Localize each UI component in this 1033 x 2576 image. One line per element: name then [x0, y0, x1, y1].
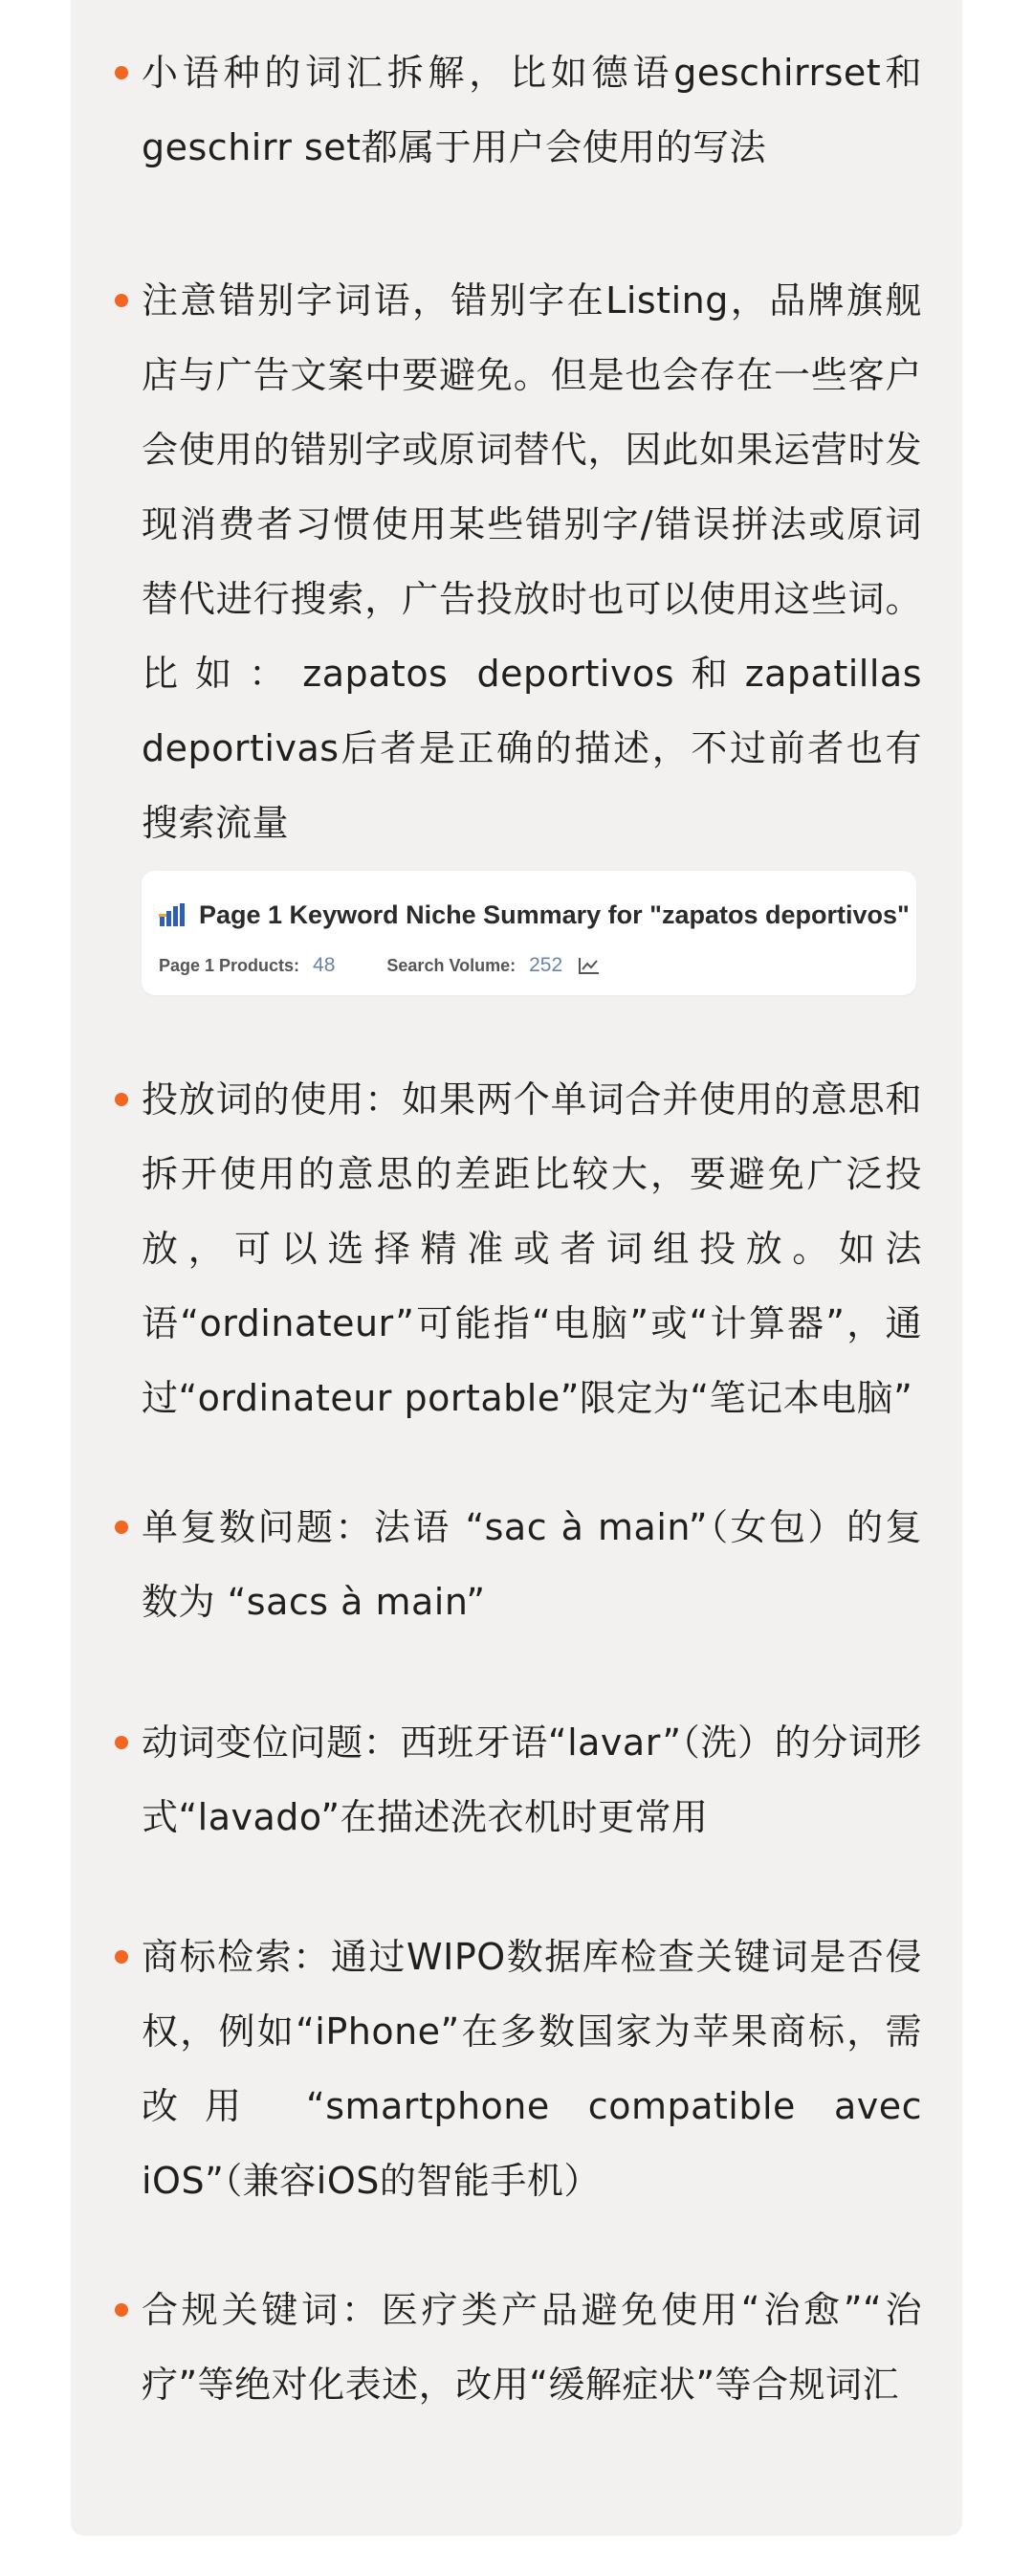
- list-item-text: 小语种的词汇拆解，比如德语geschirrset和geschirr set都属于用户会使用的写法: [142, 52, 922, 168]
- list-item: [71, 1062, 922, 1435]
- list-item-text: 注意错别字词语，错别字在Listing，品牌旗舰店与广告文案中要避免。但是也会存在一些客户会使用的错别字或原词替代，因此如果运营时发现消费者习惯使用某些错别字/错误拼法或原词替代进行搜索，广告投放时也可以使用这些词。比如：zapatos deportivos和zapatillas deportivas后者是正确的描述，不过前者也有搜索流量: [142, 279, 922, 844]
- bullet-dot: [115, 1950, 128, 1964]
- list-item: [71, 2273, 922, 2422]
- list-item: [71, 263, 922, 860]
- volume-value: 252: [529, 954, 563, 976]
- list-item-text: 合规关键词：医疗类产品避免使用“治愈”“治疗”等绝对化表述，改用“缓解症状”等合规词汇: [142, 2289, 922, 2406]
- products-value: 48: [313, 954, 336, 976]
- card-title: Page 1 Keyword Niche Summary for "zapatos deportivos": [199, 899, 910, 929]
- bullet-dot: [115, 294, 128, 307]
- list-item-text: 商标检索：通过WIPO数据库检查关键词是否侵权，例如“iPhone”在多数国家为苹果商标，需改用 “smartphone compatible avec iOS”（兼容iOS的智能手机）: [142, 1936, 922, 2202]
- card-title-row: [159, 898, 910, 932]
- card-stats: [159, 951, 601, 980]
- bullet-dot: [115, 1736, 128, 1749]
- keyword-summary-card: [142, 871, 916, 995]
- bullet-dot: [115, 2303, 128, 2317]
- bullet-dot: [115, 66, 128, 79]
- bullet-dot: [115, 1521, 128, 1534]
- list-item: [71, 35, 922, 185]
- volume-label: Search Volume:: [386, 955, 516, 975]
- trend-line-icon[interactable]: [578, 956, 601, 975]
- list-item: [71, 1705, 922, 1854]
- bar-chart-icon: [159, 902, 187, 927]
- products-label: Page 1 Products:: [159, 955, 300, 975]
- list-item: [71, 1920, 922, 2218]
- list-item-text: 单复数问题：法语 “sac à main”（女包）的复数为 “sacs à main”: [142, 1506, 922, 1623]
- list-item: [71, 1490, 922, 1639]
- bullet-dot: [115, 1093, 128, 1106]
- list-item-text: 动词变位问题：西班牙语“lavar”（洗）的分词形式“lavado”在描述洗衣机时更常用: [142, 1721, 922, 1838]
- list-item-text: 投放词的使用：如果两个单词合并使用的意思和拆开使用的意思的差距比较大，要避免广泛投放，可以选择精准或者词组投放。如法语“ordinateur”可能指“电脑”或“计算器”，通过“ordinateur portable”限定为“笔记本电脑”: [142, 1078, 922, 1419]
